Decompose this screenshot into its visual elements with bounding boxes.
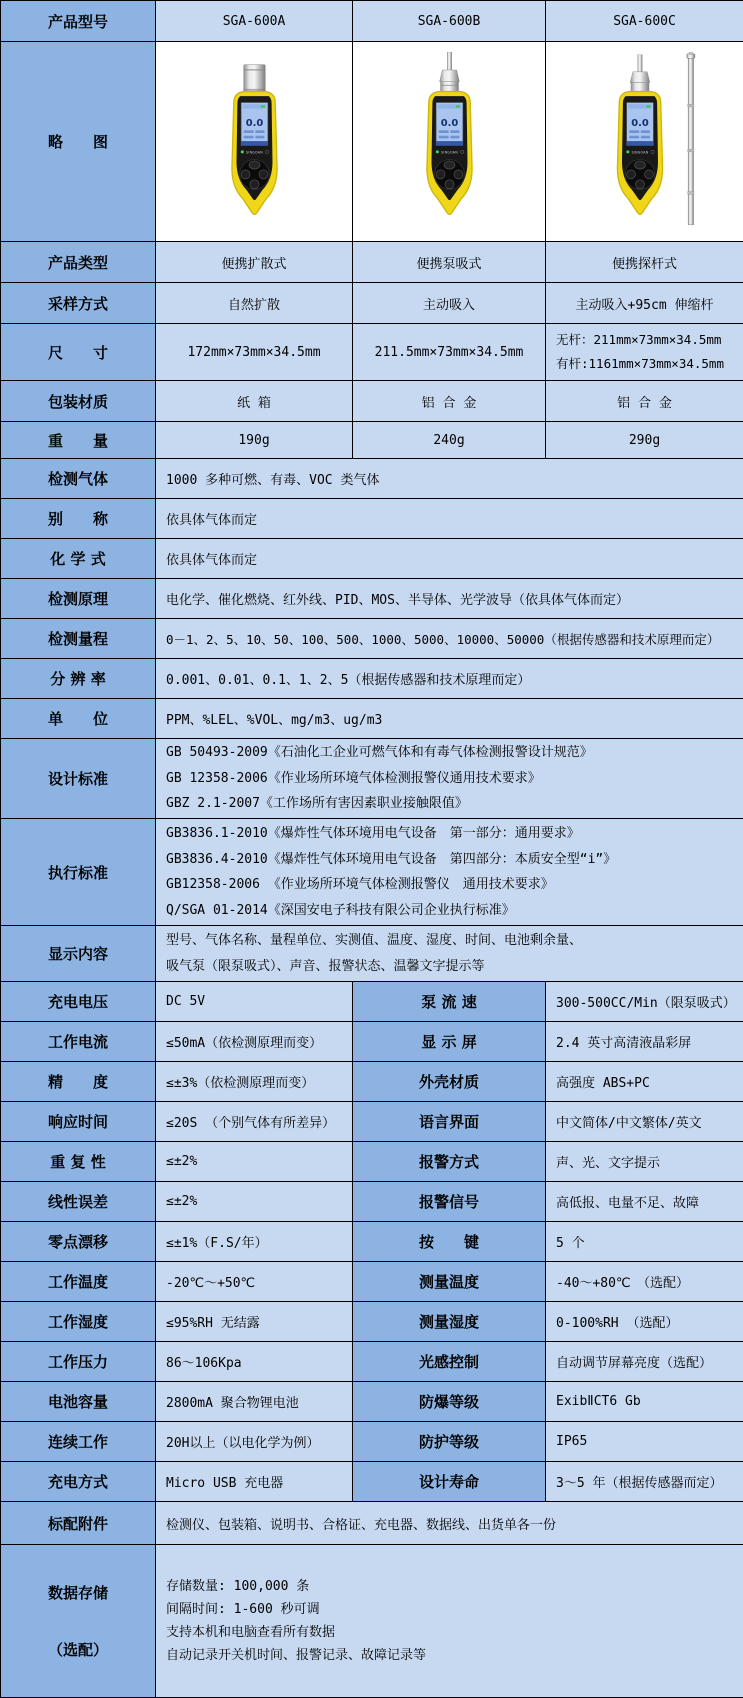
- rod-tip: [689, 52, 693, 55]
- execution-standard-value: [156, 819, 743, 926]
- spec-value-explosion-proof-rating: ExibⅡCT6 Gb: [546, 1382, 743, 1422]
- design-standard-line1: GB 50493-2009《石油化工企业可燃气体和有毒气体检测报警设计规范》: [166, 740, 739, 766]
- sensor-ring: [243, 69, 265, 70]
- detection-range-value: 0－1、2、5、10、50、100、500、1000、5000、10000、50000（根据传感器和技术原理而定）: [156, 619, 743, 659]
- spec-label-continuous-work: 连续工作: [1, 1422, 156, 1462]
- spec-label-housing-material: 外壳材质: [353, 1062, 546, 1102]
- spec-value-protection-rating: IP65: [546, 1422, 743, 1462]
- model-name-sga-600b: SGA-600B: [353, 1, 546, 42]
- image-cell-sga-600a: [156, 42, 353, 242]
- sensor-ring: [243, 88, 265, 90]
- rod-joint: [688, 104, 694, 107]
- row-resolution: [1, 659, 743, 699]
- row-working-pressure: [1, 1342, 743, 1382]
- data-storage-line3: 支持本机和电脑查看所有数据: [166, 1621, 739, 1644]
- display-content-value: [156, 926, 743, 982]
- row-label-product-model: 产品型号: [1, 1, 156, 42]
- row-alias: [1, 499, 743, 539]
- row-sampling-method: [1, 283, 743, 324]
- row-label-design-standard: 设计标准: [1, 739, 156, 819]
- execution-standard-line1: GB3836.1-2010《爆炸性气体环境用电气设备 第一部分：通用要求》: [166, 821, 739, 847]
- spec-label-alarm-signal: 报警信号: [353, 1182, 546, 1222]
- spec-label-measure-temperature: 测量温度: [353, 1262, 546, 1302]
- weight-a: 190g: [156, 422, 353, 459]
- row-linearity-error: [1, 1182, 743, 1222]
- row-label-chemical-formula: 化 学 式: [1, 539, 156, 579]
- row-detection-range: [1, 619, 743, 659]
- spec-label-repeatability: 重 复 性: [1, 1142, 156, 1182]
- spec-label-buttons: 按 键: [353, 1222, 546, 1262]
- data-storage-line4: 自动记录开关机时间、报警记录、故障记录等: [166, 1644, 739, 1667]
- product-image-sga-600a: [196, 52, 313, 232]
- spec-value-measure-temperature: -40～+80℃ （选配）: [546, 1262, 743, 1302]
- spec-value-linearity-error: ≤±2%: [156, 1182, 353, 1222]
- row-detection-principle: [1, 579, 743, 619]
- device-body: [426, 91, 471, 214]
- row-product-type: [1, 242, 743, 283]
- row-response-time: [1, 1102, 743, 1142]
- spec-label-language-ui: 语言界面: [353, 1102, 546, 1142]
- row-execution-standard: [1, 819, 743, 926]
- row-label-sketch: 略 图: [1, 42, 156, 242]
- row-label-alias: 别 称: [1, 499, 156, 539]
- unit-value: PPM、%LEL、%VOL、mg/m3、ug/m3: [156, 699, 743, 739]
- rod-joint: [688, 191, 694, 194]
- design-standard-line2: GB 12358-2006《作业场所环境气体检测报警仪通用技术要求》: [166, 766, 739, 792]
- row-charging-voltage: [1, 982, 743, 1022]
- sensor-ring: [440, 84, 458, 85]
- telescopic-rod: [688, 58, 693, 225]
- execution-standard-line3: GB12358-2006 《作业场所环境气体检测报警仪 通用技术要求》: [166, 872, 739, 898]
- spec-label-response-time: 响应时间: [1, 1102, 156, 1142]
- spec-label-design-life: 设计寿命: [353, 1462, 546, 1502]
- row-repeatability: [1, 1142, 743, 1182]
- spec-value-measure-humidity: 0-100%RH （选配）: [546, 1302, 743, 1342]
- product-image-sga-600b: [391, 52, 508, 232]
- display-content-line1: 型号、气体名称、量程单位、实测值、温度、湿度、时间、电池剩余量、: [166, 928, 739, 954]
- row-label-data-storage: [1, 1545, 156, 1698]
- spec-value-light-sensing: 自动调节屏幕亮度（选配）: [546, 1342, 743, 1382]
- rod-joint: [688, 149, 694, 152]
- spec-label-accuracy: 精 度: [1, 1062, 156, 1102]
- dimensions-a: 172mm×73mm×34.5mm: [156, 324, 353, 381]
- image-cell-sga-600c: [546, 42, 743, 242]
- row-charging-method: [1, 1462, 743, 1502]
- detect-gas-value: 1000 多种可燃、有毒、VOC 类气体: [156, 459, 743, 499]
- row-working-current: [1, 1022, 743, 1062]
- spec-label-measure-humidity: 测量湿度: [353, 1302, 546, 1342]
- spec-label-charging-voltage: 充电电压: [1, 982, 156, 1022]
- data-storage-line2: 间隔时间: 1-600 秒可调: [166, 1598, 739, 1621]
- row-continuous-work: [1, 1422, 743, 1462]
- spec-label-battery-capacity: 电池容量: [1, 1382, 156, 1422]
- product-type-a: 便携扩散式: [156, 242, 353, 283]
- row-unit: [1, 699, 743, 739]
- row-chemical-formula: [1, 539, 743, 579]
- model-name-sga-600a: SGA-600A: [156, 1, 353, 42]
- row-label-detection-range: 检测量程: [1, 619, 156, 659]
- spec-value-charging-method: Micro USB 充电器: [156, 1462, 353, 1502]
- weight-c: 290g: [546, 422, 743, 459]
- accessories-value: 检测仪、包装箱、说明书、合格证、充电器、数据线、出货单各一份: [156, 1502, 743, 1545]
- probe-cone: [630, 71, 650, 82]
- row-label-accessories: 标配附件: [1, 1502, 156, 1545]
- data-storage-value: [156, 1545, 743, 1698]
- spec-label-alarm-mode: 报警方式: [353, 1142, 546, 1182]
- spec-label-display-screen: 显 示 屏: [353, 1022, 546, 1062]
- spec-value-alarm-mode: 声、光、文字提示: [546, 1142, 743, 1182]
- spec-value-accuracy: ≤±3%（依检测原理而变）: [156, 1062, 353, 1102]
- spec-value-charging-voltage: DC 5V: [156, 982, 353, 1022]
- product-type-b: 便携泵吸式: [353, 242, 546, 283]
- spec-value-zero-drift: ≤±1%（F.S/年）: [156, 1222, 353, 1262]
- spec-label-zero-drift: 零点漂移: [1, 1222, 156, 1262]
- display-content-line2: 吸气泵（限泵吸式）、声音、报警状态、温馨文字提示等: [166, 954, 739, 980]
- spec-value-working-pressure: 86～106Kpa: [156, 1342, 353, 1382]
- spec-label-working-pressure: 工作压力: [1, 1342, 156, 1382]
- spec-label-working-current: 工作电流: [1, 1022, 156, 1062]
- row-label-packaging: 包装材质: [1, 381, 156, 422]
- data-storage-label-line2: （选配）: [2, 1639, 154, 1660]
- header-row: [1, 1, 743, 42]
- device-body: [231, 91, 276, 214]
- row-data-storage: [1, 1545, 743, 1698]
- row-label-detect-gas: 检测气体: [1, 459, 156, 499]
- row-label-product-type: 产品类型: [1, 242, 156, 283]
- device-body: [617, 91, 662, 214]
- sampling-b: 主动吸入: [353, 283, 546, 324]
- row-accuracy: [1, 1062, 743, 1102]
- packaging-b: 铝 合 金: [353, 381, 546, 422]
- chemical-formula-value: 依具体气体而定: [156, 539, 743, 579]
- data-storage-line1: 存储数量: 100,000 条: [166, 1575, 739, 1598]
- row-dimensions: [1, 324, 743, 381]
- row-working-temperature: [1, 1262, 743, 1302]
- spec-value-buttons: 5 个: [546, 1222, 743, 1262]
- packaging-a: 纸 箱: [156, 381, 353, 422]
- design-standard-value: [156, 739, 743, 819]
- row-packaging: [1, 381, 743, 422]
- row-label-dimensions: 尺 寸: [1, 324, 156, 381]
- row-zero-drift: [1, 1222, 743, 1262]
- product-image-sga-600c: [586, 52, 703, 232]
- row-weight: [1, 422, 743, 459]
- dimensions-c: [546, 324, 743, 381]
- sketch-row: [1, 42, 743, 242]
- execution-standard-line4: Q/SGA 01-2014《深国安电子科技有限公司企业执行标准》: [166, 898, 739, 924]
- spec-value-language-ui: 中文简体/中文繁体/英文: [546, 1102, 743, 1142]
- spec-label-explosion-proof-rating: 防爆等级: [353, 1382, 546, 1422]
- alias-value: 依具体气体而定: [156, 499, 743, 539]
- dimensions-b: 211.5mm×73mm×34.5mm: [353, 324, 546, 381]
- spec-label-linearity-error: 线性误差: [1, 1182, 156, 1222]
- spec-value-battery-capacity: 2800mA 聚合物锂电池: [156, 1382, 353, 1422]
- dimensions-c-line2: 有杆:1161mm×73mm×34.5mm: [556, 352, 739, 376]
- spec-label-protection-rating: 防护等级: [353, 1422, 546, 1462]
- packaging-c: 铝 合 金: [546, 381, 743, 422]
- spec-value-alarm-signal: 高低报、电量不足、故障: [546, 1182, 743, 1222]
- spec-value-housing-material: 高强度 ABS+PC: [546, 1062, 743, 1102]
- image-cell-sga-600b: [353, 42, 546, 242]
- spec-label-charging-method: 充电方式: [1, 1462, 156, 1502]
- row-label-unit: 单 位: [1, 699, 156, 739]
- row-design-standard: [1, 739, 743, 819]
- row-detect-gas: [1, 459, 743, 499]
- model-name-sga-600c: SGA-600C: [546, 1, 743, 42]
- spec-value-working-temperature: -20℃～+50℃: [156, 1262, 353, 1302]
- detection-principle-value: 电化学、催化燃烧、红外线、PID、MOS、半导体、光学波导（依具体气体而定）: [156, 579, 743, 619]
- spec-value-repeatability: ≤±2%: [156, 1142, 353, 1182]
- data-storage-label-line1: 数据存储: [2, 1582, 154, 1603]
- sampling-a: 自然扩散: [156, 283, 353, 324]
- row-label-detection-principle: 检测原理: [1, 579, 156, 619]
- spec-label-working-temperature: 工作温度: [1, 1262, 156, 1302]
- probe-tube: [638, 54, 643, 71]
- spec-value-response-time: ≤20S （个别气体有所差异）: [156, 1102, 353, 1142]
- row-accessories: [1, 1502, 743, 1545]
- spec-value-pump-flow-rate: 300-500CC/Min（限泵吸式）: [546, 982, 743, 1022]
- spec-value-working-humidity: ≤95%RH 无结露: [156, 1302, 353, 1342]
- execution-standard-line2: GB3836.4-2010《爆炸性气体环境用电气设备 第四部分：本质安全型“i”》: [166, 847, 739, 873]
- spec-value-working-current: ≤50mA（依检测原理而变）: [156, 1022, 353, 1062]
- row-battery-capacity: [1, 1382, 743, 1422]
- row-label-weight: 重 量: [1, 422, 156, 459]
- spec-value-display-screen: 2.4 英寸高清液晶彩屏: [546, 1022, 743, 1062]
- spec-label-light-sensing: 光感控制: [353, 1342, 546, 1382]
- sampling-c: 主动吸入+95cm 伸缩杆: [546, 283, 743, 324]
- row-label-display-content: 显示内容: [1, 926, 156, 982]
- resolution-value: 0.001、0.01、0.1、1、2、5（根据传感器和技术原理而定）: [156, 659, 743, 699]
- design-standard-line3: GBZ 2.1-2007《工作场所有害因素职业接触限值》: [166, 791, 739, 817]
- spec-label-working-humidity: 工作湿度: [1, 1302, 156, 1342]
- row-label-execution-standard: 执行标准: [1, 819, 156, 926]
- row-label-sampling-method: 采样方式: [1, 283, 156, 324]
- spec-label-pump-flow-rate: 泵 流 速: [353, 982, 546, 1022]
- product-type-c: 便携探杆式: [546, 242, 743, 283]
- weight-b: 240g: [353, 422, 546, 459]
- row-display-content: [1, 926, 743, 982]
- spec-value-continuous-work: 20H以上（以电化学为例）: [156, 1422, 353, 1462]
- pump-probe-tube: [447, 52, 452, 70]
- pump-cone: [439, 70, 459, 82]
- row-label-resolution: 分 辨 率: [1, 659, 156, 699]
- dimensions-c-line1: 无杆：211mm×73mm×34.5mm: [556, 328, 739, 352]
- spec-value-design-life: 3～5 年（根据传感器而定）: [546, 1462, 743, 1502]
- row-working-humidity: [1, 1302, 743, 1342]
